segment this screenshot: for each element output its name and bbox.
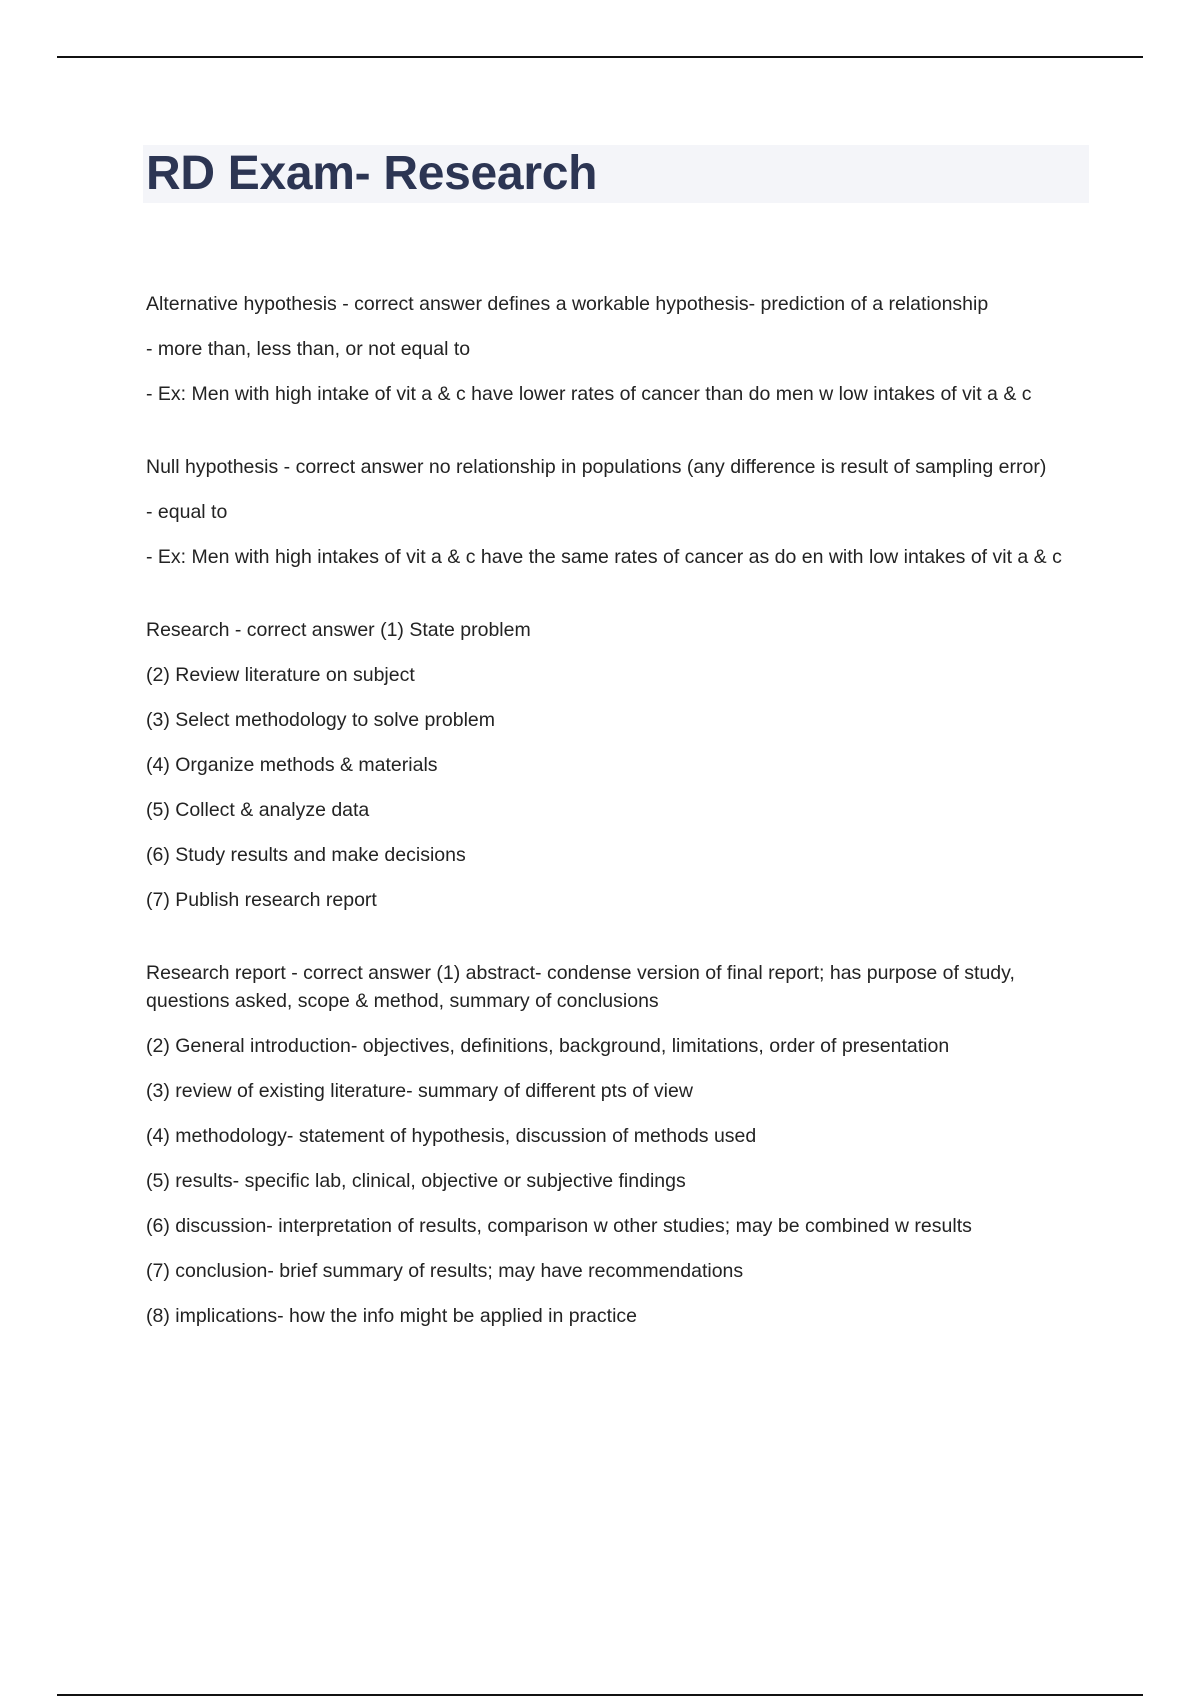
entry-line: (8) implications- how the info might be applied in practice: [146, 1305, 637, 1327]
entry-line: - equal to: [146, 501, 228, 523]
entry-line: (5) Collect & analyze data: [146, 799, 370, 821]
entry-line: (2) Review literature on subject: [146, 664, 415, 686]
entry-alternative-hypothesis: [146, 290, 1086, 408]
page-title: RD Exam- Research: [146, 147, 598, 200]
entry-line: Research report - correct answer (1) abstract- condense version of final report; has purpose of study, questions asked, scope & method, summary of conclusions: [146, 962, 1015, 1012]
entry-line: (6) Study results and make decisions: [146, 844, 466, 866]
entry-line: Alternative hypothesis - correct answer defines a workable hypothesis- prediction of a relationship: [146, 293, 989, 315]
entry-line: - Ex: Men with high intake of vit a & c have lower rates of cancer than do men w low intakes of vit a & c: [146, 383, 1032, 405]
entry-line: (7) conclusion- brief summary of results; may have recommendations: [146, 1260, 744, 1282]
entry-line: Null hypothesis - correct answer no relationship in populations (any difference is result of sampling error): [146, 456, 1047, 478]
entry-line: (5) results- specific lab, clinical, objective or subjective findings: [146, 1170, 686, 1192]
entry-line: (3) Select methodology to solve problem: [146, 709, 496, 731]
entry-line: - Ex: Men with high intakes of vit a & c have the same rates of cancer as do en with low intakes of vit a & c: [146, 546, 1062, 568]
entry-null-hypothesis: [146, 453, 1086, 571]
entry-line: (4) Organize methods & materials: [146, 754, 438, 776]
entry-line: Research - correct answer (1) State problem: [146, 619, 531, 641]
bottom-divider: [57, 1694, 1143, 1696]
entry-line: (2) General introduction- objectives, definitions, background, limitations, order of presentation: [146, 1035, 950, 1057]
entry-line: - more than, less than, or not equal to: [146, 338, 471, 360]
entry-line: (3) review of existing literature- summary of different pts of view: [146, 1080, 693, 1102]
entry-line: (4) methodology- statement of hypothesis, discussion of methods used: [146, 1125, 757, 1147]
entry-research-report: [146, 959, 1086, 1330]
entry-line: (6) discussion- interpretation of results, comparison w other studies; may be combined w results: [146, 1215, 972, 1237]
entry-research: [146, 616, 1086, 914]
top-divider: [57, 56, 1143, 58]
document-body: [146, 290, 1086, 1375]
entry-line: (7) Publish research report: [146, 889, 377, 911]
